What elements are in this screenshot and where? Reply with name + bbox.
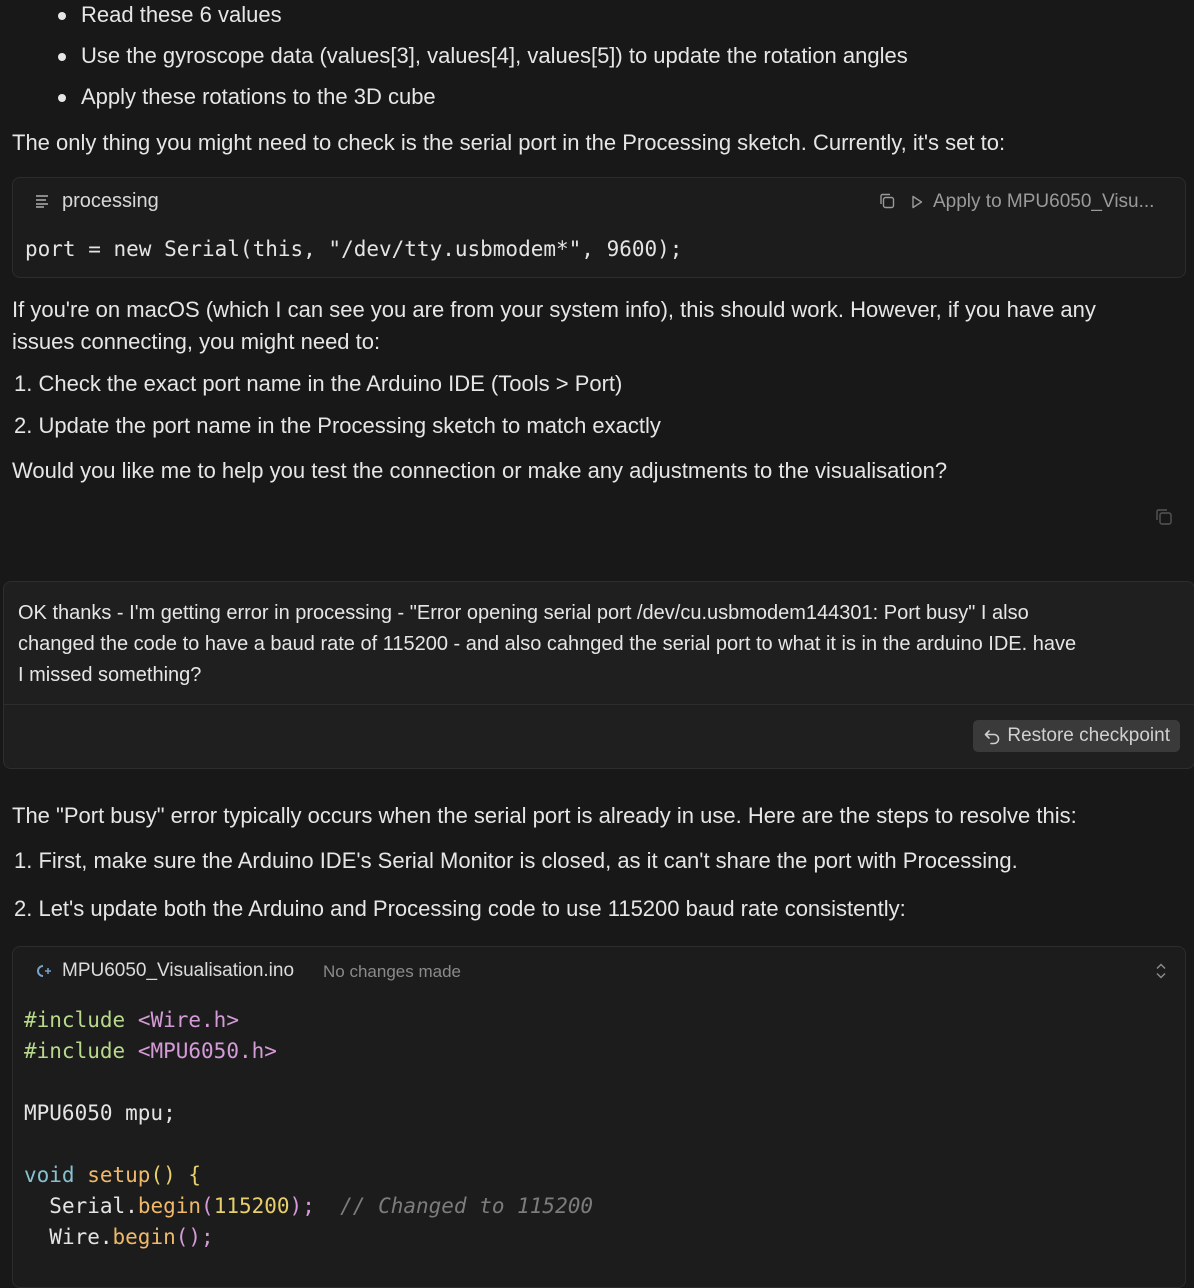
code-line [24, 1222, 214, 1253]
bullet-dot [58, 94, 66, 102]
step-item: 2. Let's update both the Arduino and Processing code to use 115200 baud rate consistently: [14, 896, 906, 921]
code-line [24, 1160, 201, 1191]
divider [4, 704, 1194, 705]
code-token: { [188, 1163, 202, 1187]
code-token: begin [112, 1225, 176, 1249]
code-token: (); [175, 1225, 214, 1249]
apply-button-label: Apply to MPU6050_Visu... [933, 191, 1155, 212]
code-block-arduino [12, 946, 1186, 1288]
code-filename: MPU6050_Visualisation.ino [62, 960, 295, 981]
code-token: <MPU6050.h> [137, 1039, 277, 1063]
code-token: #include [24, 1039, 126, 1063]
step-item: 1. First, make sure the Arduino IDE's Serial Monitor is closed, as it can't share the port with Processing. [14, 848, 1018, 873]
user-message-line: changed the code to have a baud rate of 115200 - and also cahnged the serial port to what it is in the arduino IDE. have [18, 633, 1077, 655]
step-item: 1. Check the exact port name in the Arduino IDE (Tools > Port) [14, 371, 623, 396]
code-line: port = new Serial(this, "/dev/tty.usbmodem*", 9600); [25, 237, 683, 261]
play-icon [911, 195, 923, 209]
bullet-item: Use the gyroscope data (values[3], values[4], values[5]) to update the rotation angles [81, 43, 908, 68]
code-status: No changes made [323, 962, 461, 981]
code-token: <Wire.h> [137, 1008, 239, 1032]
user-message-card [3, 581, 1194, 769]
expand-collapse-icon[interactable] [1155, 962, 1167, 980]
paragraph-question: Would you like me to help you test the connection or make any adjustments to the visualisation? [12, 458, 948, 483]
bullet-dot [58, 53, 66, 61]
bullet-item: Apply these rotations to the 3D cube [81, 84, 436, 109]
bullet-item: Read these 6 values [81, 2, 282, 27]
step-item: 2. Update the port name in the Processing sketch to match exactly [14, 413, 661, 438]
bullet-dot [58, 12, 66, 20]
code-line [24, 1191, 593, 1222]
undo-icon [983, 727, 1001, 745]
cpp-file-icon [34, 963, 52, 979]
copy-icon[interactable] [879, 193, 895, 209]
code-language-label: processing [62, 190, 159, 212]
code-token: ( [201, 1194, 214, 1218]
user-message-line: OK thanks - I'm getting error in processing - "Error opening serial port /dev/cu.usbmodem144301: Port busy" I also [18, 602, 1029, 624]
text-lines-icon [35, 194, 49, 208]
code-token: begin [137, 1194, 202, 1218]
code-line: MPU6050 mpu; [24, 1101, 176, 1125]
paragraph-macos: If you're on macOS (which I can see you are from your system info), this should work. However, if you have any [12, 297, 1096, 322]
code-line [24, 1005, 239, 1036]
code-token: () [150, 1163, 176, 1187]
code-comment: // Changed to 115200 [340, 1194, 594, 1218]
code-token: 115200 [213, 1194, 290, 1218]
code-token: ); [289, 1194, 315, 1218]
code-line [24, 1036, 277, 1067]
code-token: #include [24, 1008, 126, 1032]
code-token: Wire. [49, 1225, 113, 1249]
code-token: void [24, 1163, 75, 1187]
paragraph-macos-cont: issues connecting, you might need to: [12, 329, 381, 354]
code-token: setup [87, 1163, 151, 1187]
paragraph-port-check: The only thing you might need to check is the serial port in the Processing sketch. Currently, it's set to: [12, 130, 1006, 155]
restore-checkpoint-button[interactable] [973, 720, 1180, 752]
restore-checkpoint-label: Restore checkpoint [1007, 725, 1170, 746]
apply-button[interactable] [911, 189, 1154, 215]
code-block-processing [12, 177, 1186, 278]
copy-message-icon[interactable] [1155, 508, 1173, 526]
code-token: Serial. [49, 1194, 138, 1218]
user-message-line: I missed something? [18, 664, 202, 686]
paragraph-port-busy: The "Port busy" error typically occurs when the serial port is already in use. Here are the steps to resolve this: [12, 803, 1077, 828]
